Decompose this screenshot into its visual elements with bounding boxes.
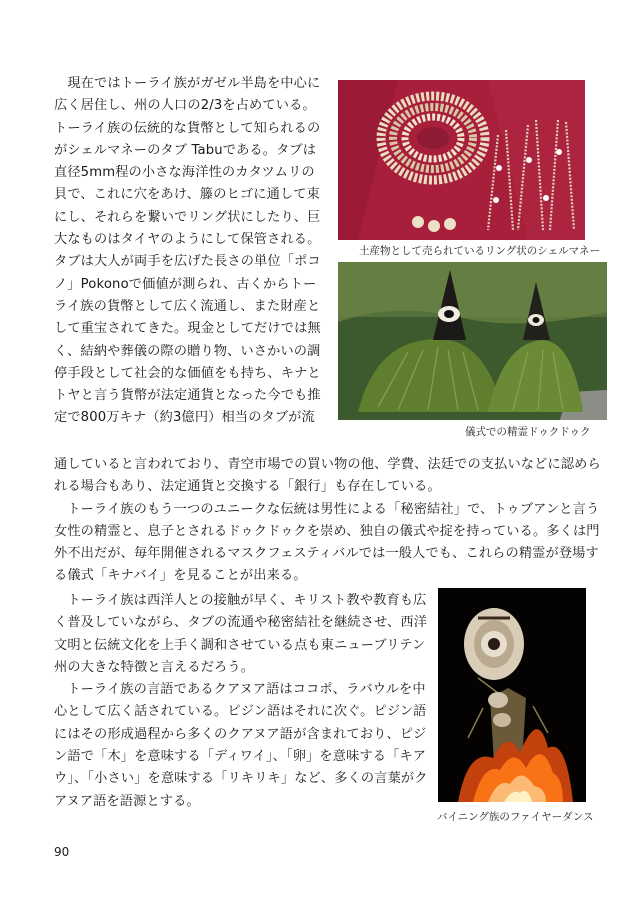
fire-dance-image: [438, 588, 586, 802]
shell-money-caption: 土産物として売られているリング状のシェルマネー: [359, 245, 601, 257]
dukduk-image: [338, 262, 607, 420]
text-line: る儀式「キナバイ」を見ることが出来る。: [54, 568, 307, 584]
body-text-column-bottom: [54, 590, 428, 813]
text-line: トーライ族のもう一つのユニークな伝統は男性による「秘密結社」で、トゥブアンと言う: [54, 501, 600, 517]
text-line: 停手段として社会的な価値をも持ち、キナと: [54, 365, 321, 381]
text-line: れる場合もあり、法定通貨と交換する「銀行」も存在している。: [54, 479, 441, 495]
dukduk-caption: 儀式での精霊ドゥクドゥク: [465, 426, 591, 438]
text-line: トーライ族の言語であるクアヌア語はココポ、ラバウルを中: [54, 682, 426, 698]
text-line: ライ族の貨幣として広く流通し、また財産と: [54, 298, 321, 314]
shell-money-photo: [338, 80, 585, 240]
text-line: ウ」、「小さい」を意味する「リキリキ」など、多くの言葉がク: [54, 771, 428, 787]
text-line: 直径5mm程の小さな海洋性のカタツムリの: [54, 165, 315, 181]
dukduk-photo: [338, 262, 607, 420]
text-line: トーライ族は西洋人との接触が早く、キリスト教や教育も広: [54, 593, 427, 608]
text-line: 州の大きな特徴と言えるだろう。: [54, 659, 255, 675]
fire-dance-photo: [438, 588, 586, 802]
text-line: 外不出だが、毎年開催されるマスクフェスティバルでは一般人でも、これらの精霊が登場す: [54, 546, 599, 562]
text-line: ン語で「木」を意味する「ディワイ」、「卵」を意味する「キア: [54, 749, 427, 765]
text-line: 通していると言われており、青空市場での買い物の他、学費、法廷での支払いなどに認めら: [54, 457, 601, 472]
body-text-full-width: [54, 454, 601, 588]
text-line: ノ」Pokonoで価値が測られ、古くからトー: [54, 276, 317, 292]
text-line: 広く居住し、州の人口の2/3を占めている。: [54, 98, 316, 114]
text-line: がシェルマネーのタブ Tabuである。タブは: [54, 142, 317, 158]
text-line: にし、それらを繋いでリング状にしたり、巨: [54, 209, 321, 225]
text-line: 大なものはタイヤのようにして保管される。: [54, 232, 321, 248]
text-line: く普及していながら、タブの流通や秘密結社を継続させ、西洋: [54, 615, 428, 631]
text-line: トーライ族の伝統的な貨幣として知られるの: [54, 120, 321, 136]
text-line: して重宝されてきた。現金としてだけでは無: [54, 321, 321, 337]
text-line: 貝で、これに穴をあけ、籐のヒゴに通して束: [54, 187, 320, 203]
text-line: 文明と伝統文化を上手く調和させている点も東ニューブリテン: [54, 637, 426, 653]
text-line: く、結納や葬儀の際の贈り物、いさかいの調: [54, 343, 321, 359]
text-line: 現在ではトーライ族がガゼル半島を中心に: [54, 76, 321, 91]
fire-dance-caption: バイニング族のファイヤーダンス: [437, 811, 594, 823]
body-text-column-top: [54, 73, 321, 430]
text-line: タブは大人が両手を広げた長さの単位「ポコ: [54, 254, 321, 270]
page-number: 90: [54, 845, 70, 859]
text-line: 心として広く話されている。ピジン語はそれに次ぐ。ピジン語: [54, 704, 427, 720]
text-line: 定で800万キナ（約3億円）相当のタブが流: [54, 410, 315, 426]
text-line: アヌア語を語源とする。: [54, 793, 200, 809]
text-line: トヤと言う貨幣が法定通貨となった今でも推: [54, 388, 321, 404]
shell-money-image: [338, 80, 585, 240]
text-line: にはその形成過程から多くのクアヌア語が含まれており、ピジ: [54, 726, 427, 742]
text-line: 女性の精霊と、息子とされるドゥクドゥクを崇め、独自の儀式や掟を持っている。多くは門: [54, 523, 600, 539]
